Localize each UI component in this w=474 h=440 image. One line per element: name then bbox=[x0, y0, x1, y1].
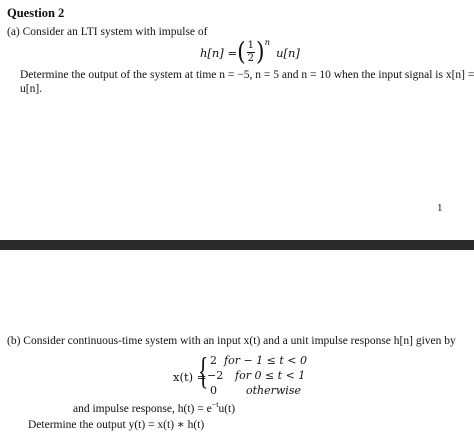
part-a-intro: (a) Consider an LTI system with impulse of bbox=[7, 26, 208, 38]
impulse-response-exponent: −t bbox=[211, 400, 219, 409]
page-number: 1 bbox=[437, 202, 443, 214]
impulse-equation bbox=[200, 37, 300, 67]
case-1-condition: for − 1 ≤ t < 0 bbox=[224, 354, 307, 367]
part-b-intro: (b) Consider continuous-time system with an input x(t) and a unit impulse response h[n] given by bbox=[7, 335, 456, 347]
equation-rhs: u[n] bbox=[276, 45, 300, 60]
brace: { bbox=[198, 349, 209, 392]
part-a-line1: Determine the output of the system at time n = −5, n = 5 and n = 10 when the input signal is x[n] = bbox=[20, 69, 474, 81]
case-3-condition: otherwise bbox=[246, 384, 301, 397]
case-2-value: −2 bbox=[207, 369, 224, 382]
right-paren: ) bbox=[256, 37, 265, 67]
question-title: Question 2 bbox=[7, 6, 65, 20]
case-2-condition: for 0 ≤ t < 1 bbox=[235, 369, 306, 382]
case-3-value: 0 bbox=[210, 384, 217, 397]
fraction bbox=[247, 41, 255, 64]
fraction-numerator: 1 bbox=[247, 40, 255, 51]
fraction-denominator: 2 bbox=[247, 53, 255, 64]
determine-output-line: Determine the output y(t) = x(t) ∗ h(t) bbox=[28, 419, 205, 431]
page-break-bar bbox=[0, 240, 474, 250]
part-a-line2: u[n]. bbox=[20, 83, 43, 95]
impulse-response-line bbox=[73, 400, 235, 415]
left-paren: ( bbox=[237, 37, 246, 67]
impulse-response-text: and impulse response, h(t) = e bbox=[73, 402, 212, 415]
equation-exponent: n bbox=[264, 37, 271, 48]
equation-lhs: h[n] = bbox=[200, 45, 238, 60]
case-1-value: 2 bbox=[210, 354, 217, 367]
x-lhs: x(t) = bbox=[173, 370, 207, 384]
impulse-response-tail: u(t) bbox=[218, 402, 236, 415]
